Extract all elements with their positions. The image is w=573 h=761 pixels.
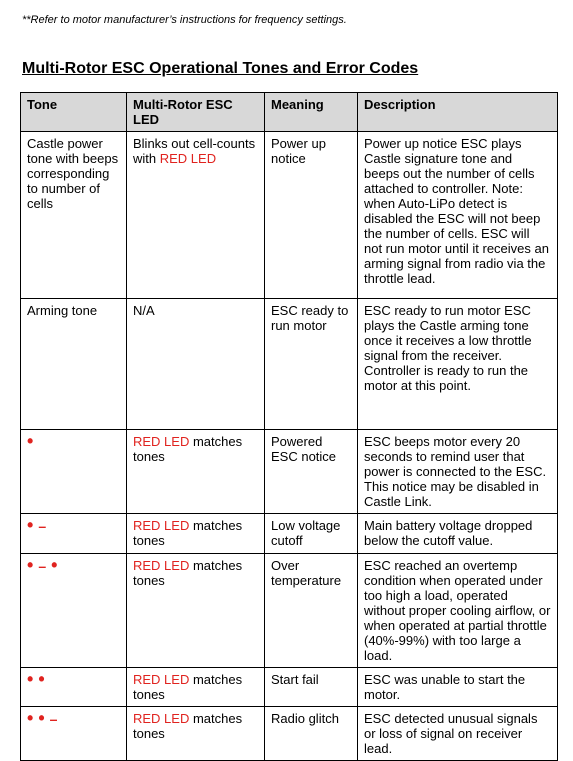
footnote: **Refer to motor manufacturer’s instructions for frequency settings.: [22, 14, 347, 26]
led-red-text: RED LED: [133, 518, 190, 533]
section-title: Multi-Rotor ESC Operational Tones and Error Codes: [22, 60, 419, 77]
led-red-text: RED LED: [133, 558, 190, 573]
table-row: [21, 132, 558, 299]
led-text: N/A: [133, 303, 155, 318]
meaning-cell: Low voltage cutoff: [265, 514, 358, 554]
meaning-cell: Over temperature: [265, 554, 358, 668]
description-cell: ESC ready to run motor ESC plays the Castle arming tone once it receives a low throttle signal from the receiver. Controller is ready to run the motor at this point.: [358, 299, 558, 430]
meaning-cell: Radio glitch: [265, 707, 358, 761]
table-row: [21, 668, 558, 707]
tone-cell: [21, 668, 127, 707]
tone-dot: •: [38, 708, 45, 728]
header-meaning: Meaning: [265, 93, 358, 132]
description-cell: ESC was unable to start the motor.: [358, 668, 558, 707]
led-cell: [127, 430, 265, 514]
led-cell: [127, 299, 265, 430]
meaning-cell: Power up notice: [265, 132, 358, 299]
tone-dash: –: [38, 558, 47, 574]
table-row: [21, 554, 558, 668]
led-text-suffix: matches tones: [133, 558, 243, 588]
description-cell: ESC beeps motor every 20 seconds to remind user that power is connected to the ESC. This notice may be disabled in Castle Link.: [358, 430, 558, 514]
led-red-text: RED LED: [159, 151, 217, 166]
tone-dot: •: [27, 555, 34, 575]
header-tone: Tone: [21, 93, 127, 132]
table-row: [21, 514, 558, 554]
led-text-suffix: matches tones: [133, 518, 243, 548]
description-cell: Main battery voltage dropped below the cutoff value.: [358, 514, 558, 554]
tone-dash: –: [49, 711, 58, 727]
led-cell: [127, 554, 265, 668]
led-cell: [127, 132, 265, 299]
led-red-text: RED LED: [133, 711, 190, 726]
tone-cell: [21, 514, 127, 554]
led-text: Blinks out cell-counts with: [133, 136, 256, 166]
tone-dot: •: [38, 669, 45, 689]
tone-dot: •: [27, 708, 34, 728]
led-text-suffix: matches tones: [133, 672, 243, 702]
description-cell: ESC reached an overtemp condition when operated under too high a load, operated without proper cooling airflow, or when operated at partial throttle (40%-99%) with too large a load.: [358, 554, 558, 668]
tone-dash: –: [38, 518, 47, 534]
tone-pattern: [27, 431, 120, 451]
tone-cell: [21, 554, 127, 668]
tone-cell: Arming tone: [21, 299, 127, 430]
led-cell: [127, 707, 265, 761]
table-row: [21, 430, 558, 514]
tone-pattern: [27, 708, 120, 728]
led-cell: [127, 668, 265, 707]
description-cell: ESC detected unusual signals or loss of signal on receiver lead.: [358, 707, 558, 761]
led-cell: [127, 514, 265, 554]
table-header-row: [21, 93, 558, 132]
meaning-cell: ESC ready to run motor: [265, 299, 358, 430]
table-row: [21, 299, 558, 430]
header-led: Multi-Rotor ESC LED: [127, 93, 265, 132]
meaning-cell: Powered ESC notice: [265, 430, 358, 514]
description-cell: Power up notice ESC plays Castle signature tone and beeps out the number of cells attached to controller. Note: when Auto-LiPo detect is disabled the ESC will not beep the number of cells. ESC will not run motor until it receives an arming signal from radio via the throttle lead.: [358, 132, 558, 299]
tone-pattern: [27, 555, 120, 575]
tone-cell: [21, 430, 127, 514]
tone-dot: •: [27, 669, 34, 689]
led-text-suffix: matches tones: [133, 434, 243, 464]
tone-dot: •: [27, 431, 34, 451]
tone-cell: Castle power tone with beeps corresponding to number of cells: [21, 132, 127, 299]
table-row: [21, 707, 558, 761]
header-description: Description: [358, 93, 558, 132]
tone-pattern: [27, 669, 120, 689]
led-text-suffix: matches tones: [133, 711, 243, 741]
meaning-cell: Start fail: [265, 668, 358, 707]
led-red-text: RED LED: [133, 434, 190, 449]
tone-cell: [21, 707, 127, 761]
led-red-text: RED LED: [133, 672, 190, 687]
tone-dot: •: [51, 555, 58, 575]
tone-dot: •: [27, 515, 34, 535]
tones-table: [20, 92, 558, 761]
tone-pattern: [27, 515, 120, 535]
